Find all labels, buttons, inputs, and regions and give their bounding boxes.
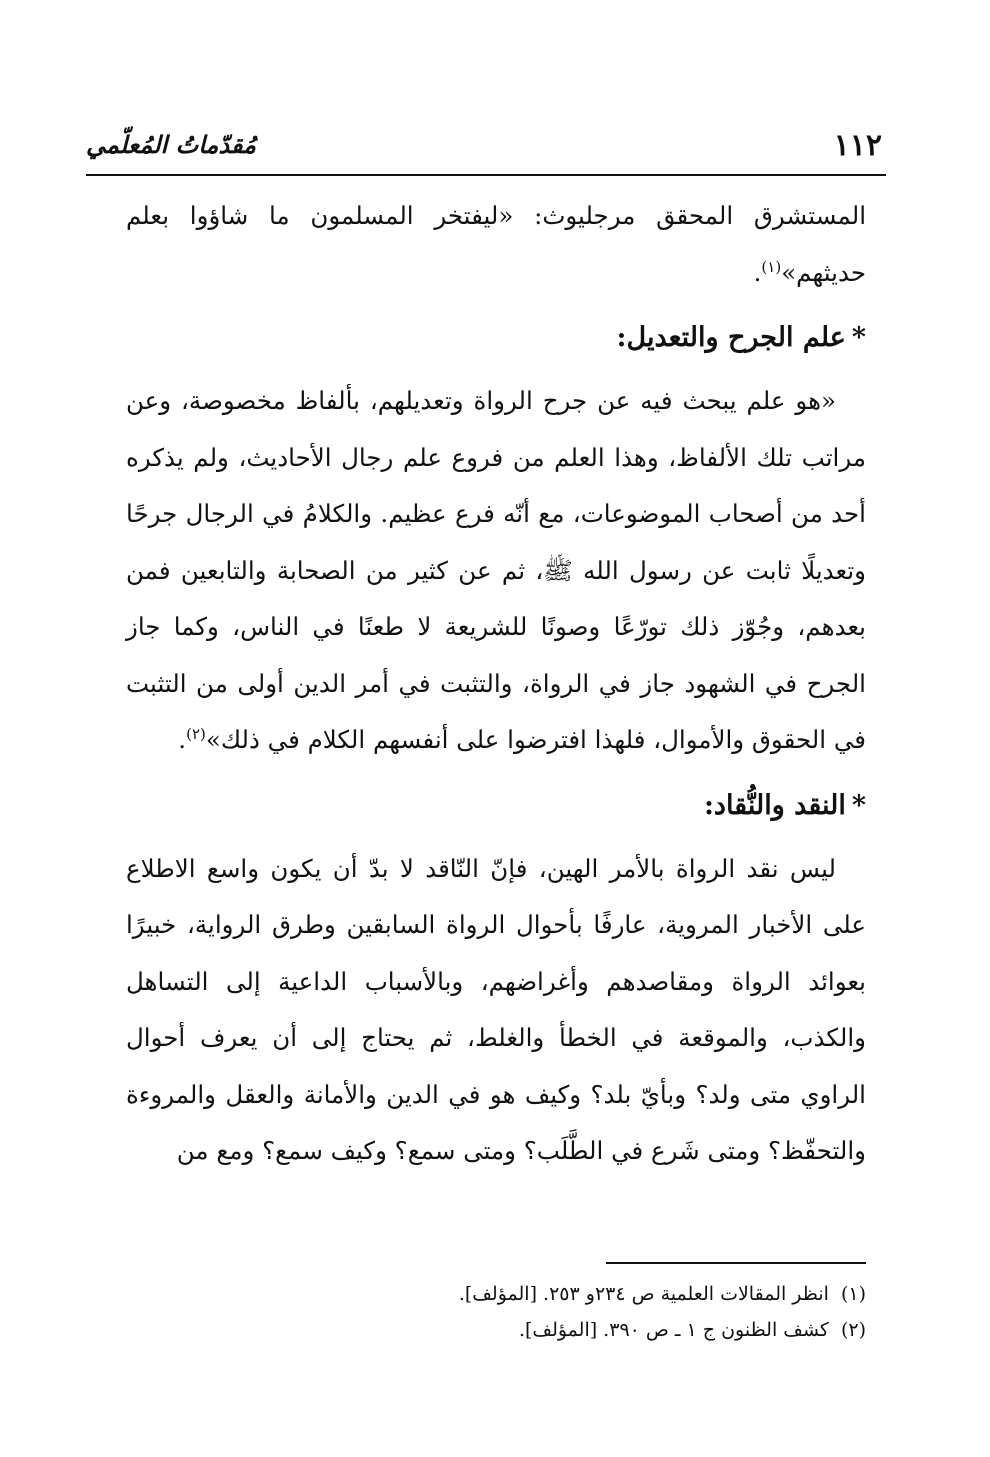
- paragraph-naqd-text: ليس نقد الرواة بالأمر الهين، فإنّ النّاقد لا بدّ أن يكون واسع الاطلاع على الأخبار المروية، عارفًا بأحوال الرواة السابقين وطرق الرواية، خبيرًا بعوائد الرواة ومقاصدهم وأغراضهم، وبالأسباب الداعية إلى التساهل والكذب، والموقعة في الخطأ والغلط، ثم يحتاج إلى أن يعرف أحوال الراوي متى ولد؟ وبأيّ بلد؟ وكيف هو في الدين والأمانة والعقل والمروءة والتحفّظ؟ ومتى شَرع في الطَّلَب؟ ومتى سمع؟ وكيف سمع؟ ومع من: [126, 853, 866, 1165]
- main-text: [126, 188, 866, 1180]
- page-header: [86, 120, 886, 176]
- footnotes: [126, 1276, 866, 1348]
- footnote-item: [126, 1312, 866, 1348]
- page-number: ١١٢: [833, 128, 882, 163]
- footnote-number: (٢): [840, 1319, 866, 1341]
- heading-star-icon: *: [851, 322, 866, 353]
- paragraph-jarh-tadil: [126, 373, 866, 769]
- paragraph-intro-end: .: [753, 257, 762, 287]
- heading-star-icon: *: [851, 789, 866, 821]
- paragraph-intro-text: المستشرق المحقق مرجليوث: «ليفتخر المسلمون ما شاؤوا بعلم حديثهم»: [126, 201, 866, 287]
- footnote-ref-1: (١): [761, 257, 782, 276]
- footnote-ref-2: (٢): [186, 724, 206, 743]
- footnote-number: (١): [840, 1283, 866, 1305]
- footnote-text: انظر المقالات العلمية ص ٢٣٤و ٢٥٣. [المؤلف].: [458, 1283, 829, 1305]
- paragraph-jarh-tadil-end: .: [178, 725, 187, 754]
- paragraph-intro: [126, 188, 866, 301]
- footnote-text: كشف الظنون ج ١ ـ ص ٣٩٠. [المؤلف].: [518, 1319, 829, 1341]
- paragraph-jarh-tadil-text: «هو علم يبحث فيه عن جرح الرواة وتعديلهم، بألفاظ مخصوصة، وعن مراتب تلك الألفاظ، وهذا العلم من فروع علم رجال الأحاديث، ولم يذكره أحد من أصحاب الموضوعات، مع أنّه فرع عظيم. والكلامُ في الرجال جرحًا وتعديلًا ثابت عن رسول الله ﷺ، ثم عن كثير من الصحابة والتابعين فمن بعدهم، وجُوّز ذلك تورّعًا وصونًا للشريعة لا طعنًا في الناس، وكما جاز الجرح في الشهود جاز في الرواة، والتثبت في أمر الدين أولى من التثبت في الحقوق والأموال، فلهذا افترضوا على أنفسهم الكلام في ذلك»: [126, 386, 866, 754]
- book-title: مُقدّماتُ المُعلّمي: [86, 130, 256, 159]
- paragraph-naqd: [126, 841, 866, 1180]
- section-heading-naqd: [126, 777, 866, 835]
- section-heading-text: النقد والنُّقاد:: [703, 789, 846, 821]
- section-heading-jarh-tadil: [126, 309, 866, 367]
- section-heading-text: علم الجرح والتعديل:: [616, 322, 846, 353]
- header-rule: [86, 174, 886, 176]
- footnote-item: [126, 1276, 866, 1312]
- footnote-separator: [606, 1262, 866, 1264]
